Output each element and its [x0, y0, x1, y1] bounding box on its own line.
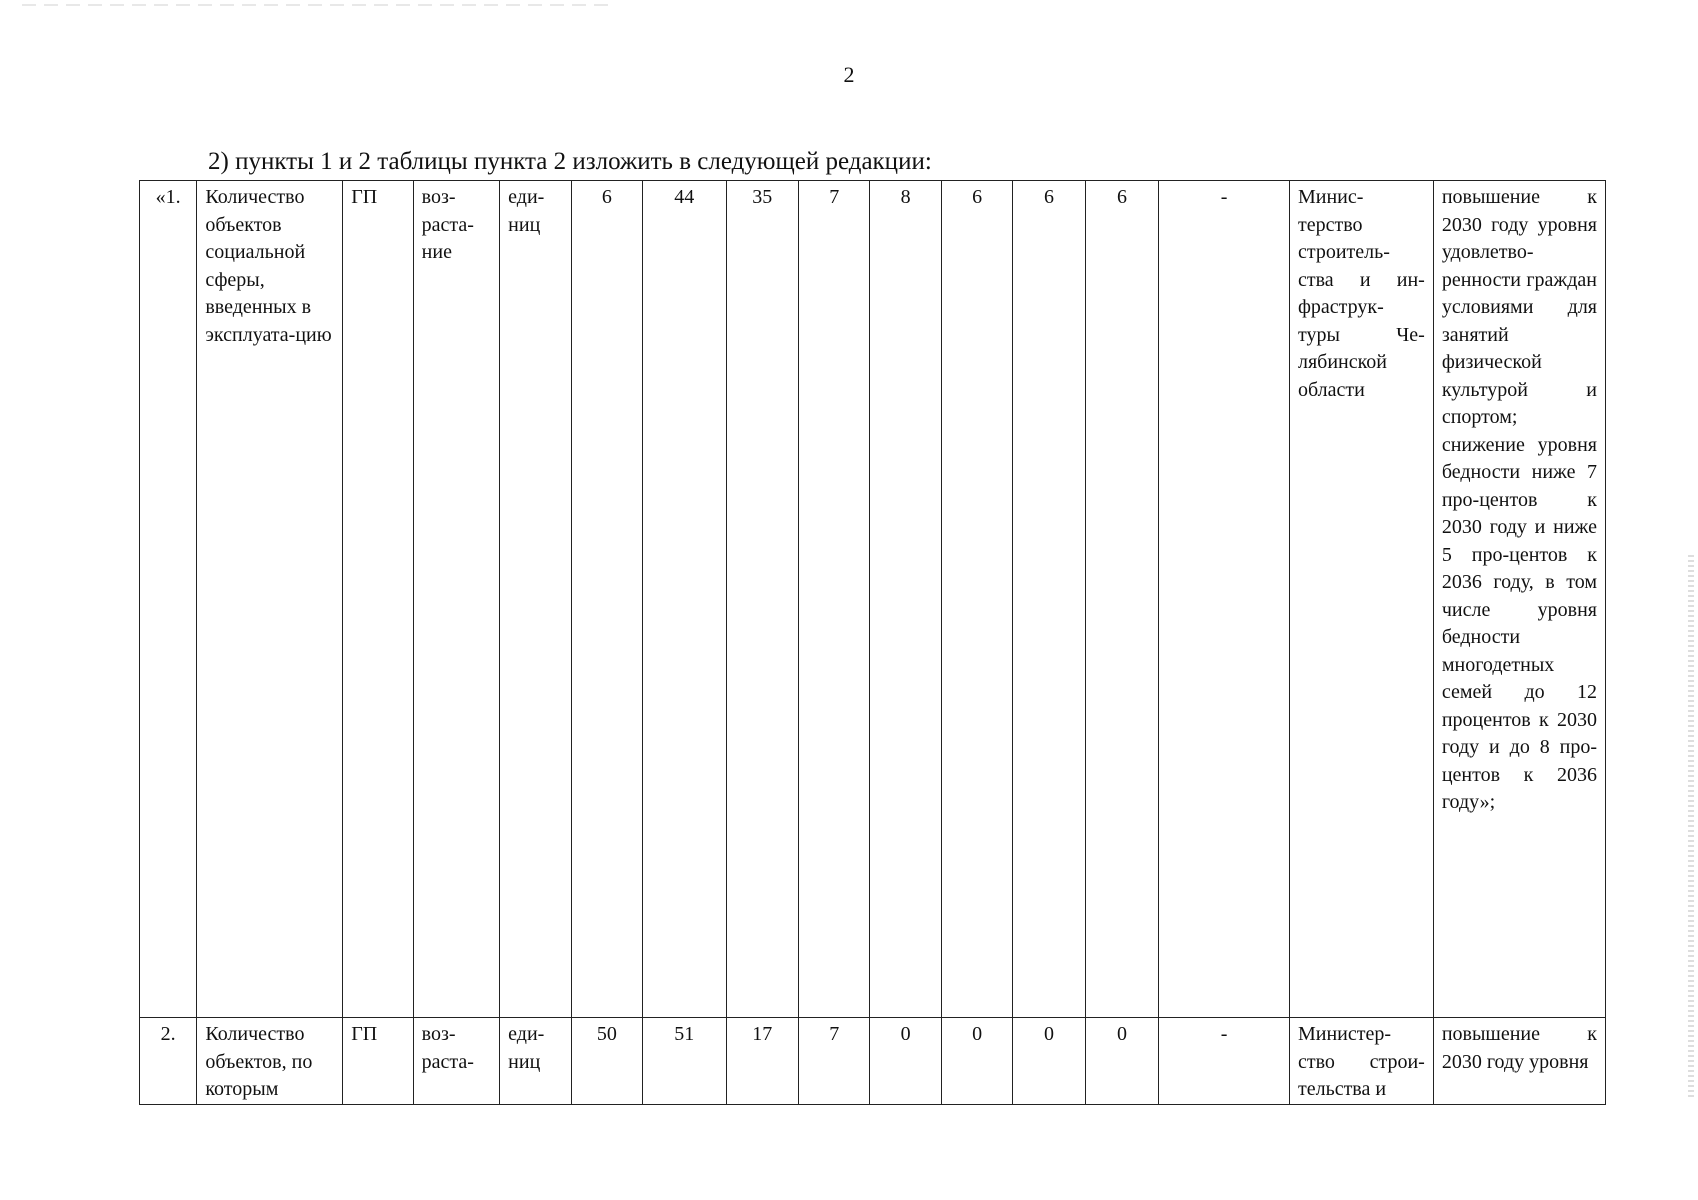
value-cell: 6 — [571, 181, 642, 1018]
unit-of-measure: еди-ниц — [500, 1018, 571, 1105]
amendment-intro: 2) пункты 1 и 2 таблицы пункта 2 изложить в следующей редакции: — [208, 148, 932, 175]
value-cell: 7 — [798, 1018, 869, 1105]
indicator-trend: воз-раста-ние — [413, 181, 500, 1018]
table-row — [140, 1018, 1606, 1105]
value-cell: 6 — [1013, 181, 1085, 1018]
amendment-table — [139, 180, 1606, 1105]
indicator-name: Количество объектов, по которым — [197, 1018, 343, 1105]
dash-cell: - — [1159, 1018, 1290, 1105]
scan-artifact — [22, 4, 612, 6]
unit-of-measure: еди-ниц — [500, 181, 571, 1018]
value-cell: 51 — [643, 1018, 727, 1105]
row-number: «1. — [140, 181, 197, 1018]
page-number: 2 — [843, 62, 855, 87]
value-cell: 35 — [726, 181, 798, 1018]
scan-edge-artifact — [1688, 555, 1694, 1100]
value-cell: 8 — [870, 181, 941, 1018]
indicator-name: Количество объектов социальной сферы, введенных в эксплуата-цию — [197, 181, 343, 1018]
indicator-level: ГП — [343, 181, 413, 1018]
responsible-authority: Минис-терство строитель-ства и ин-фраструк-туры Че-лябинской области — [1289, 181, 1433, 1018]
row-number: 2. — [140, 1018, 197, 1105]
goal-text: повышение к 2030 году уровня удовлетво-ренности граждан условиями для занятий физической культурой и спортом; снижение уровня бедности ниже 7 про-центов к 2030 году и ниже 5 про-центов к 2036 году, в том числе уровня бедности многодетных семей до 12 процентов к 2030 году и до 8 про-центов к 2036 году»; — [1433, 181, 1605, 1018]
indicator-level: ГП — [343, 1018, 413, 1105]
value-cell: 17 — [726, 1018, 798, 1105]
value-cell: 0 — [870, 1018, 941, 1105]
value-cell: 50 — [571, 1018, 642, 1105]
dash-cell: - — [1159, 181, 1290, 1018]
table-row — [140, 181, 1606, 1018]
value-cell: 6 — [941, 181, 1012, 1018]
indicator-trend: воз-раста- — [413, 1018, 500, 1105]
value-cell: 0 — [1085, 1018, 1158, 1105]
responsible-authority: Министер-ство строи-тельства и — [1289, 1018, 1433, 1105]
value-cell: 44 — [643, 181, 727, 1018]
value-cell: 7 — [798, 181, 869, 1018]
goal-text: повышение к 2030 году уровня — [1433, 1018, 1605, 1105]
value-cell: 6 — [1085, 181, 1158, 1018]
value-cell: 0 — [941, 1018, 1012, 1105]
value-cell: 0 — [1013, 1018, 1085, 1105]
